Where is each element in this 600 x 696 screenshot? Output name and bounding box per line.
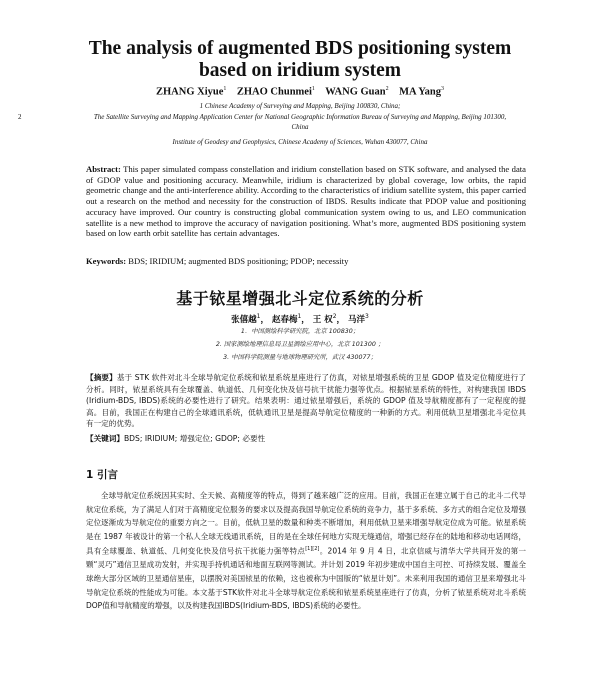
abstract-en-label: Abstract: [86,164,121,174]
affiliation-en-3: Institute of Geodesy and Geophysics, Chinese Academy of Sciences, Wuhan 430077, China [172,138,428,146]
introduction-paragraph [86,489,526,613]
author-en: WANG Guan [325,86,386,98]
author-sup: 1 [256,313,261,321]
keywords-zh [86,433,546,444]
abstract-zh [86,372,526,430]
keywords-en [86,256,546,266]
affiliation-zh-2: 2. 国家测绘地理信息局卫星测绘应用中心，北京 101300 ； [215,341,385,348]
paper-title-zh: 基于铱星增强北斗定位系统的分析 [176,289,424,308]
affiliation-en-2 [18,112,510,132]
keywords-zh-text: BDS; IRIDIUM; 增强定位; GDOP; 必要性 [123,434,266,443]
abstract-en-text: This paper simulated compass constellation and iridium constellation based on STK software, and analysed the data of GDOP value and positioning accuracy. Meanwhile, iridium is characterized by global coverage, low orbits, the rapid geometric change and the anti-interference ability. According to the characteristics of iridium satellite system, this paper carried out a research on the method and necessity for the construction of IBDS. Results indicate that PDOP value and positioning accuracy have improved. Our country is constructing global communication system owing to us, and LEO communication satellite is a new method to improve the accuracy of navigation positioning. What’s more, augmented BDS positioning system based on low earth orbit satellite has certain advantages. [86,164,526,239]
author-sup: 3 [441,86,444,92]
abstract-zh-label: 【摘要】 [86,373,117,382]
introduction-body [86,489,526,613]
affiliation-en-2-text: The Satellite Surveying and Mapping Application Center for National Geographic Information Bureau of Surveying and Mapping, Beijing 101300, China [93,113,507,131]
authors-zh: 张僖越$^1$， 赵春梅$^1$， 王 权$^2$， 马洋$^3$ [231,313,369,325]
author-zh: 王 权 [312,315,333,325]
section-title: 引言 [96,469,118,481]
author-sup: 2 [332,313,337,321]
keywords-en-text: BDS; IRIDIUM; augmented BDS positioning; PDOP; necessity [128,256,349,266]
citation: [1][2] [305,546,320,553]
affiliation-zh-3: 3. 中国科学院测量与地球物理研究所，武汉 430077； [223,354,377,361]
title-en-line-2: based on iridium system [198,60,402,81]
abstract-en [86,164,526,239]
author-sup: 1 [297,313,302,321]
author-sup: 2 [385,86,389,92]
author-en: ZHAO Chunmei [236,86,312,98]
author-zh: 张僖越 [231,315,257,325]
affiliation-zh-1: 1．中国测绘科学研究院，北京 100830； [240,328,360,335]
author-sup: 1 [311,86,315,92]
abstract-zh-text: 基于 STK 软件对北斗全球导航定位系统和铱星系统星座进行了仿真，对铱星增强系统的卫星 GDOP 值及定位精度进行了分析。同时，铱星系统具有全球覆盖、轨道低、几何变化快及信号抗干扰能力强等优点。根据铱星系统的特性，对构建我国 IBDS (Iridium-BDS, IBDS)系统的必要性进行了研究。结果表明：通过铱星增强后，系统的 GDOP 值及导航精度都有了一定程度的提高。目前，我国正在构建自己的全球通讯系统，低轨通讯卫星是提高导航定位精度的一种新的方式。利用低轨卫星增强北斗定位具有一定的优势。 [86,373,526,429]
author-en: MA Yang [399,86,441,98]
author-sup: 3 [365,313,369,321]
paper-title-en [40,38,560,82]
author-zh: 赵春梅 [271,315,298,325]
keywords-en-label: Keywords: [86,256,127,266]
paragraph-text-a: 全球导航定位系统因其实时、全天候、高精度等的特点，得到了越来越广泛的应用。目前，我国正在建立属于自己的北斗二代导航定位系统，为了满足人们对于高精度定位服务的要求以及提高我国导航定位系统的竞争力，基于多系统、多方式的组合定位及增强定位逐渐成为导航定位的重要方向之一。目前，低轨卫星的数量和种类不断增加，利用低轨卫星来增强导航定位成为可能。铱星系统是在 1987 年被设计的第一个私人全球无线通讯系统，目的是在全球任何地方实现无缝通信，增强已经存在的陆地和移动电话网络，具有全球覆盖、轨道低、几何变化快及信号抗干扰能力强等特点 [86,491,526,556]
title-en-line-1: The analysis of augmented BDS positioning system [88,38,512,59]
affiliation-en-2-number: 2 [18,113,22,121]
author-sup: 1 [223,86,227,92]
section-number: 1 [86,469,94,481]
paragraph-text-b: 。2014 年 9 月 4 日，北京信威与清华大学共同开发的第一颗“灵巧”通信卫星成功发射，并实现手持机通话和地面互联网等测试。并计划 2019 年初步建成中国自主可控、可持续发展、覆盖全球绝大部分区域的卫星通信星座，以摆脱对美国铱星的依赖，这也被称为中国版的“铱星计划”。未来利用我国的通信卫星来增强北斗导航定位系统的性能成为可能。本文基于STK软件对北斗全球导航定位系统和铱星系统星座进行了仿真，分析了铱星系统对北斗系统DOP值和导航精度的增强，以及构建我国IBDS(Iridium-BDS, IBDS)系统的必要性。 [86,546,526,611]
section-heading [86,467,118,482]
author-zh: 马洋 [348,315,366,325]
affiliation-en-1: 1 Chinese Academy of Surveying and Mapping, Beijing 100830, China; [199,102,401,110]
authors-en [0,86,600,98]
keywords-zh-label: 【关键词】 [86,434,124,443]
author-en: ZHANG Xiyue [156,86,224,98]
